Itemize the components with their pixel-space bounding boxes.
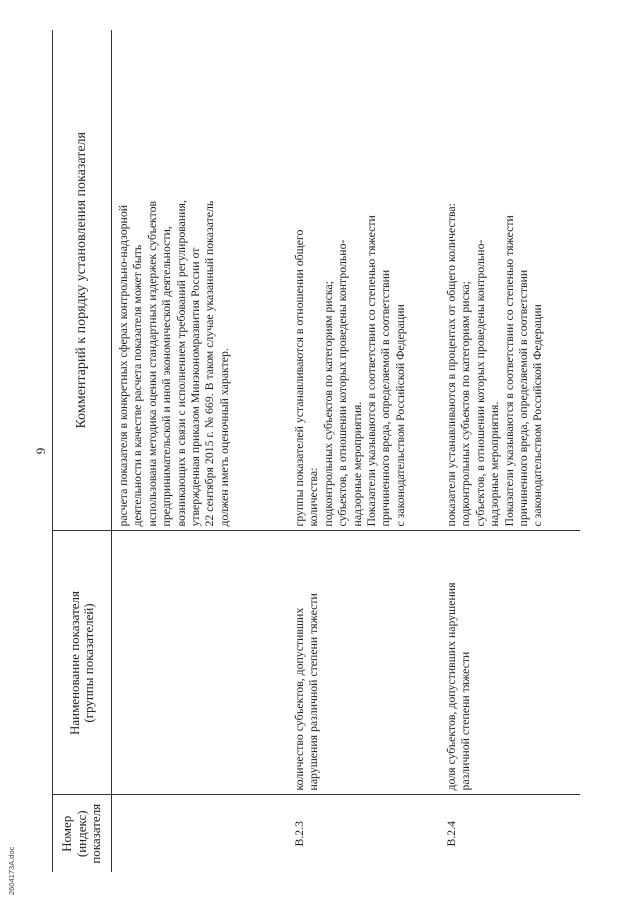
cell-name (284, 531, 436, 795)
comment-line: надзорные мероприятия. (487, 401, 502, 527)
comment-line: должен иметь оценочный характер. (216, 348, 231, 527)
header-name-line: (группы показателей) (81, 603, 96, 723)
name-line: различной степени тяжести (458, 651, 473, 791)
cell-index-empty (112, 795, 285, 872)
cell-name-empty (112, 531, 285, 795)
comment-line: расчета показателя в конкретных сферах контрольно-надзорной (116, 204, 130, 527)
comment-line: Показатели указываются в соответствии со степенью тяжести (364, 215, 379, 527)
comment-line: причиненного вреда, определяемой в соответствии (516, 269, 531, 527)
header-name (53, 531, 112, 795)
comment-line: субъектов, в отношении которых проведены контрольно- (472, 239, 487, 527)
header-index-line: показателя (88, 803, 104, 864)
cell-name (436, 531, 580, 795)
comment-line: возникающих в связи с исполнением требований регулирования, (173, 200, 188, 527)
comment-line: субъектов, в отношении которых проведены контрольно- (335, 239, 350, 527)
header-name-line: Наименование показателя (66, 590, 82, 736)
comment-line: использована методика оценки стандартных издержек субъектов (144, 200, 159, 527)
comment-line: деятельности в качестве расчета показателя может быть (130, 244, 145, 527)
header-index-line: (индекс) (73, 810, 89, 858)
name-line: доля субъектов, допустивших нарушения (444, 582, 458, 791)
comment-line: с законодательством Российской Федерации (530, 304, 545, 527)
comment-line: подконтрольных субъектов по категориям риска; (320, 281, 335, 527)
table-row-continuation (112, 30, 285, 872)
rotated-page-content (30, 30, 570, 872)
table-row (284, 30, 436, 872)
comment-line: причиненного вреда, определяемой в соответствии (378, 269, 393, 527)
comment-line: надзорные мероприятия. (349, 401, 364, 527)
cell-comment (436, 30, 580, 531)
comment-line: предпринимательской и иной экономической деятельности, (159, 226, 174, 527)
header-comment-line: Комментарий к порядку установления показателя (73, 132, 89, 429)
comment-line: показатели устанавливаются в процентах от общего количества: (444, 203, 458, 527)
comment-line: 22 сентября 2015 г. № 669. В таком случае указанный показатель (202, 200, 217, 527)
comment-line: с законодательством Российской Федерации (392, 304, 407, 527)
comment-line: группы показателей устанавливаются в отношении общего (292, 229, 306, 527)
comment-line: количества: (306, 467, 321, 527)
document-file-id: 2604173A.doc (7, 846, 16, 895)
header-comment (53, 30, 112, 531)
page-number: 9 (33, 447, 48, 455)
comment-line: Показатели указываются в соответствии со степенью тяжести (501, 215, 516, 527)
cell-index: B.2.4 (444, 820, 458, 847)
cell-comment (284, 30, 436, 531)
table-row (436, 30, 580, 872)
cell-comment-continuation (112, 30, 285, 531)
comment-line: утвержденная приказом Минэкономразвития России от (188, 247, 203, 527)
table-header-row (53, 30, 112, 872)
cell-index: B.2.3 (292, 820, 306, 847)
header-index (53, 795, 112, 872)
indicator-table (52, 30, 580, 872)
comment-line: подконтрольных субъектов по категориям риска; (458, 281, 473, 527)
header-index-line: Номер (59, 815, 75, 852)
name-line: количество субъектов, допустивших (292, 607, 306, 791)
name-line: нарушения различной степени тяжести (306, 593, 321, 791)
